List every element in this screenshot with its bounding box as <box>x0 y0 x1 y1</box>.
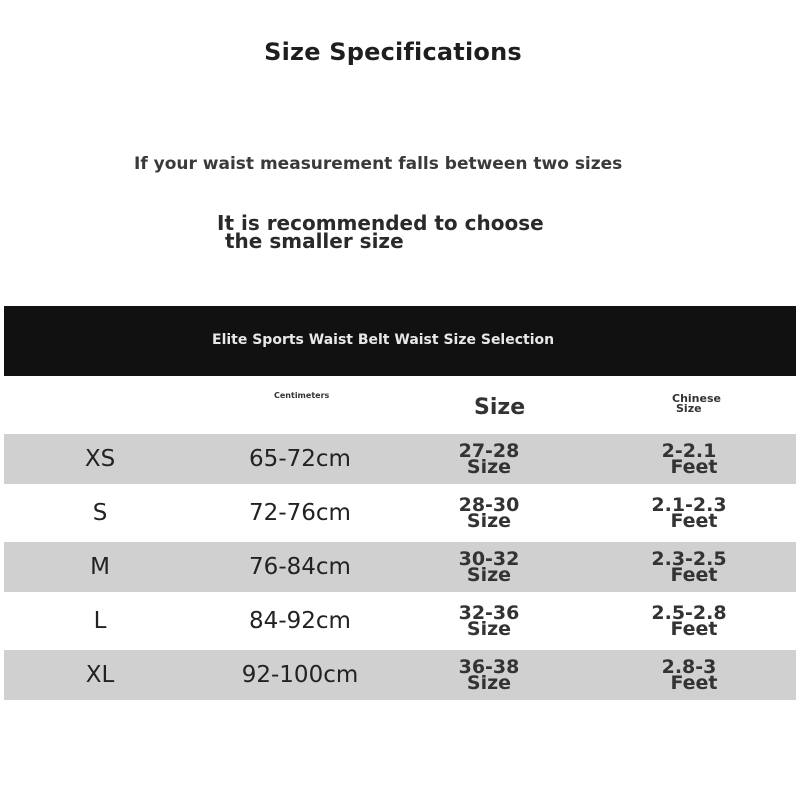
note-between-sizes: If your waist measurement falls between two sizes <box>134 154 623 174</box>
row-chinese-unit: Feet <box>670 672 718 694</box>
row-size-label: M <box>90 554 110 580</box>
table-banner <box>4 306 796 376</box>
header-chinese-line2: Size <box>676 402 702 415</box>
row-size-value: 30-32 <box>458 548 520 570</box>
page-title: Size Specifications <box>264 38 522 66</box>
row-size-label: S <box>92 500 108 526</box>
row-chinese-size <box>614 596 764 646</box>
row-chinese-value: 2.3-2.5 <box>651 548 727 570</box>
row-size-unit: Size <box>466 510 512 532</box>
row-chinese-value: 2.8-3 <box>661 656 717 678</box>
table-row-s <box>4 488 796 538</box>
row-size-value: 36-38 <box>458 656 520 678</box>
row-chinese-value: 2-2.1 <box>661 440 717 462</box>
row-size-value: 28-30 <box>458 494 520 516</box>
note-recommendation-line1: It is recommended to choose <box>217 211 544 235</box>
row-chinese-size <box>614 542 764 592</box>
row-chinese-value: 2.1-2.3 <box>651 494 727 516</box>
note-recommendation <box>217 211 544 253</box>
row-chinese-unit: Feet <box>670 456 718 478</box>
row-size-unit: Size <box>466 564 512 586</box>
header-size: Size <box>474 395 526 420</box>
row-size <box>424 542 554 592</box>
table-row-m <box>4 542 796 592</box>
row-centimeters: 72-76cm <box>249 500 351 526</box>
row-size <box>424 596 554 646</box>
row-chinese-size <box>614 488 764 538</box>
row-chinese-unit: Feet <box>670 618 718 640</box>
row-centimeters: 92-100cm <box>241 662 359 688</box>
table-row-xl <box>4 650 796 700</box>
row-size-unit: Size <box>466 456 512 478</box>
note-recommendation-line2: the smaller size <box>225 229 404 253</box>
row-size-unit: Size <box>466 618 512 640</box>
row-chinese-unit: Feet <box>670 510 718 532</box>
row-size-value: 32-36 <box>458 602 520 624</box>
header-chinese-line1: Chinese <box>672 392 721 405</box>
row-centimeters: 65-72cm <box>249 446 351 472</box>
row-chinese-value: 2.5-2.8 <box>651 602 727 624</box>
row-size <box>424 488 554 538</box>
row-chinese-size <box>614 650 764 700</box>
row-centimeters: 84-92cm <box>249 608 351 634</box>
table-row-l <box>4 596 796 646</box>
row-size-label: XL <box>85 662 115 688</box>
row-size <box>424 650 554 700</box>
header-chinese-size <box>672 394 721 414</box>
header-centimeters: Centimeters <box>274 391 330 400</box>
row-centimeters: 76-84cm <box>249 554 351 580</box>
row-size-label: XS <box>84 446 116 472</box>
row-chinese-size <box>614 434 764 484</box>
banner-title: Elite Sports Waist Belt Waist Size Selection <box>212 332 555 348</box>
row-size-unit: Size <box>466 672 512 694</box>
row-size-value: 27-28 <box>458 440 520 462</box>
row-size <box>424 434 554 484</box>
row-size-label: L <box>93 608 107 634</box>
row-chinese-unit: Feet <box>670 564 718 586</box>
table-row-xs <box>4 434 796 484</box>
